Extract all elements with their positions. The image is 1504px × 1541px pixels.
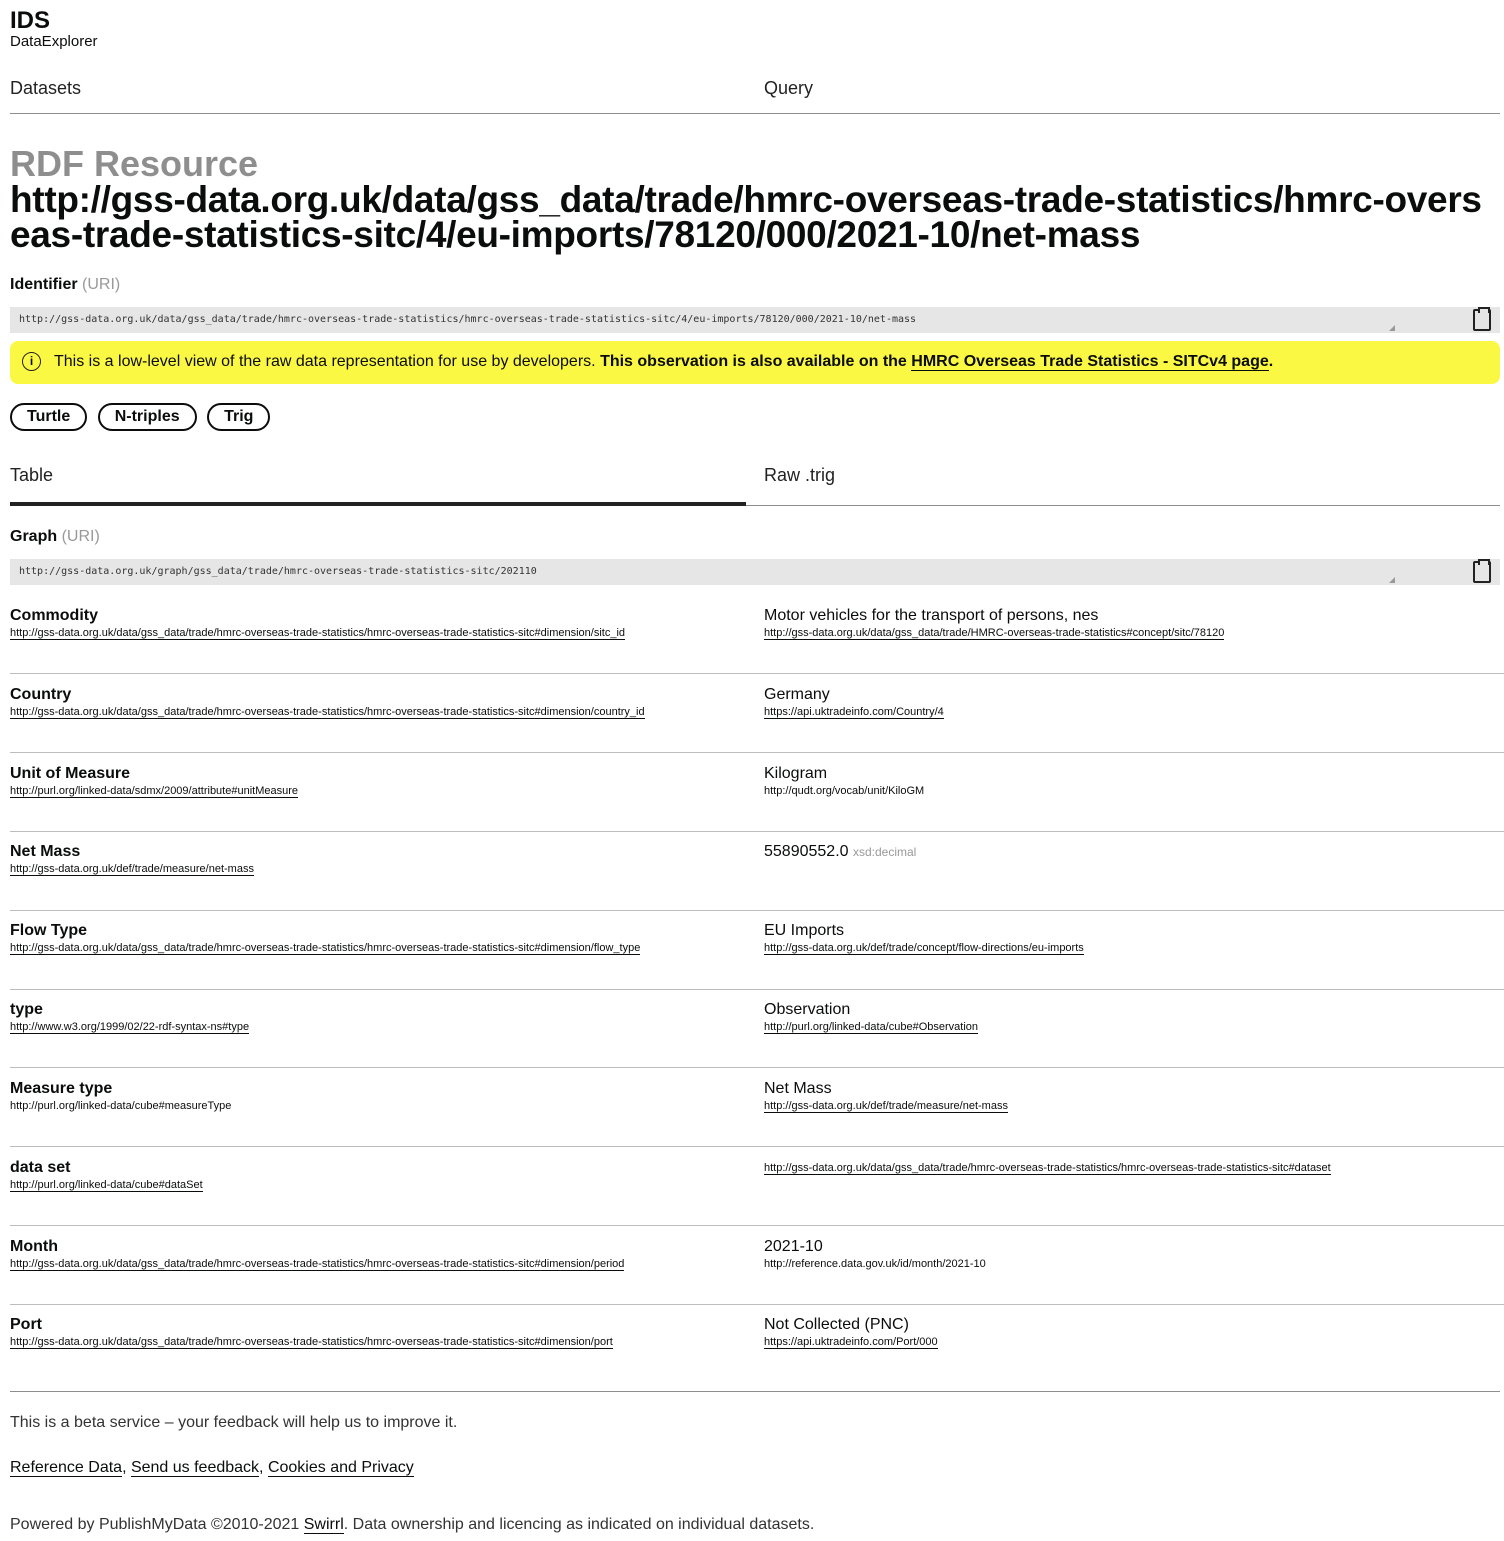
value-label: Net Mass — [764, 1080, 832, 1097]
value-uri-link[interactable]: http://gss-data.org.uk/def/trade/measure/net-mass — [764, 1100, 1008, 1112]
table-row — [10, 843, 1504, 911]
format-buttons — [10, 403, 276, 431]
graph-label — [10, 528, 100, 546]
table-row — [10, 686, 1504, 753]
developer-notice — [10, 341, 1500, 384]
property-name: Country — [10, 686, 72, 703]
property-name: Measure type — [10, 1080, 113, 1097]
value-uri-link[interactable]: http://purl.org/linked-data/cube#Observation — [764, 1021, 979, 1033]
beta-notice: This is a beta service – your feedback will help us to improve it. — [10, 1414, 458, 1431]
value-label: Motor vehicles for the transport of persons, nes — [764, 607, 1099, 624]
powered-prefix: Powered by PublishMyData ©2010-2021 — [10, 1516, 300, 1533]
brand[interactable] — [10, 8, 98, 50]
table-row — [10, 922, 1504, 990]
notice-text — [54, 353, 1273, 371]
footer-link-reference-data[interactable]: Reference Data — [10, 1459, 123, 1476]
property-name: data set — [10, 1159, 71, 1176]
resize-handle-icon[interactable] — [1389, 577, 1395, 583]
property-uri-link[interactable]: http://gss-data.org.uk/data/gss_data/trade/hmrc-overseas-trade-statistics/hmrc-overseas-trade-statistics-sitc#dimension/sitc_id — [10, 627, 626, 639]
sitc-page-link[interactable]: HMRC Overseas Trade Statistics - SITCv4 page — [911, 353, 1269, 370]
graph-value[interactable]: http://gss-data.org.uk/graph/gss_data/trade/hmrc-overseas-trade-statistics-sitc/202110 — [19, 566, 537, 577]
clipboard-icon[interactable] — [1473, 561, 1491, 583]
resource-uri: http://gss-data.org.uk/data/gss_data/trade/hmrc-overseas-trade-statistics/hmrc-overseas-trade-statistics-sitc/4/eu-imports/78120/000/2021-10/net-mass — [10, 179, 1482, 255]
powered-by — [10, 1516, 814, 1534]
tab-table[interactable]: Table — [10, 465, 54, 485]
value-uri-link[interactable]: https://api.uktradeinfo.com/Country/4 — [764, 706, 944, 718]
graph-field[interactable] — [10, 559, 1500, 585]
top-nav — [10, 77, 1500, 114]
nav-datasets[interactable]: Datasets — [10, 78, 82, 98]
ntriples-button[interactable]: N-triples — [98, 403, 197, 431]
value-label: EU Imports — [764, 922, 845, 939]
powered-suffix: . Data ownership and licencing as indicated on individual datasets. — [343, 1516, 815, 1533]
swirrl-link[interactable]: Swirrl — [303, 1516, 344, 1533]
property-uri-link[interactable]: http://purl.org/linked-data/cube#dataSet — [10, 1179, 203, 1191]
value-label: Kilogram — [764, 765, 828, 782]
property-uri-link[interactable]: http://gss-data.org.uk/def/trade/measure/net-mass — [10, 863, 254, 875]
footer-divider — [10, 1391, 1500, 1392]
table-row — [10, 1001, 1504, 1068]
footer-link-cookies[interactable]: Cookies and Privacy — [267, 1459, 414, 1476]
value-uri-link[interactable]: http://gss-data.org.uk/data/gss_data/trade/hmrc-overseas-trade-statistics/hmrc-overseas-trade-statistics-sitc#dataset — [764, 1162, 1331, 1174]
clipboard-icon[interactable] — [1473, 309, 1491, 331]
graph-label-text: Graph — [10, 528, 58, 545]
property-uri-link[interactable]: http://www.w3.org/1999/02/22-rdf-syntax-ns#type — [10, 1021, 250, 1033]
table-row — [10, 1159, 1504, 1226]
value-uri: http://qudt.org/vocab/unit/KiloGM — [764, 785, 925, 797]
notice-plain: This is a low-level view of the raw data representation for use by developers. — [54, 353, 596, 370]
brand-title: IDS — [10, 7, 51, 34]
value-uri-link[interactable]: http://gss-data.org.uk/data/gss_data/trade/HMRC-overseas-trade-statistics#concept/sitc/78120 — [764, 627, 1225, 639]
property-uri: http://purl.org/linked-data/cube#measureType — [10, 1100, 232, 1112]
identifier-hint: (URI) — [82, 276, 121, 293]
identifier-label-text: Identifier — [10, 276, 78, 293]
property-name: Month — [10, 1238, 58, 1255]
property-uri-link[interactable]: http://purl.org/linked-data/sdmx/2009/attribute#unitMeasure — [10, 785, 298, 797]
resource-kind: RDF Resource — [10, 143, 259, 184]
brand-subtitle: DataExplorer — [10, 33, 98, 50]
table-row — [10, 1316, 1504, 1376]
info-icon: i — [22, 352, 41, 371]
property-name: type — [10, 1001, 43, 1018]
turtle-button[interactable]: Turtle — [10, 403, 87, 431]
graph-hint: (URI) — [61, 528, 100, 545]
identifier-label — [10, 276, 120, 294]
footer-link-feedback[interactable]: Send us feedback — [130, 1459, 260, 1476]
table-row — [10, 1080, 1504, 1147]
property-uri-link[interactable]: http://gss-data.org.uk/data/gss_data/trade/hmrc-overseas-trade-statistics/hmrc-overseas-trade-statistics-sitc#dimension/country_id — [10, 706, 645, 718]
table-row — [10, 607, 1504, 674]
identifier-value[interactable]: http://gss-data.org.uk/data/gss_data/trade/hmrc-overseas-trade-statistics/hmrc-overseas-trade-statistics-sitc/4/eu-imports/78120/000/2021-10/net-mass — [19, 314, 917, 325]
property-uri-link[interactable]: http://gss-data.org.uk/data/gss_data/trade/hmrc-overseas-trade-statistics/hmrc-overseas-trade-statistics-sitc#dimension/port — [10, 1336, 613, 1348]
property-name: Flow Type — [10, 922, 88, 939]
trig-button[interactable]: Trig — [207, 403, 270, 431]
notice-strong: This observation is also available on the — [600, 353, 907, 370]
value-uri: http://reference.data.gov.uk/id/month/2021-10 — [764, 1258, 986, 1270]
datatype-label: xsd:decimal — [852, 845, 917, 859]
notice-suffix: . — [1268, 353, 1274, 370]
property-name: Net Mass — [10, 843, 81, 860]
footer-links: Reference Data, Send us feedback, Cookies and Privacy — [10, 1459, 414, 1476]
value-label: 2021-10 — [764, 1238, 823, 1255]
resize-handle-icon[interactable] — [1389, 325, 1395, 331]
property-name: Unit of Measure — [10, 765, 131, 782]
value-uri-link[interactable]: https://api.uktradeinfo.com/Port/000 — [764, 1336, 938, 1348]
value-uri-link[interactable]: http://gss-data.org.uk/def/trade/concept/flow-directions/eu-imports — [764, 942, 1084, 954]
property-name: Port — [10, 1316, 42, 1333]
value-label — [764, 843, 916, 861]
property-name: Commodity — [10, 607, 98, 624]
value-label: Germany — [764, 686, 830, 703]
identifier-field[interactable] — [10, 307, 1500, 333]
active-tab-indicator — [10, 502, 746, 506]
page-title — [10, 143, 1500, 255]
table-row — [10, 765, 1504, 832]
property-uri-link[interactable]: http://gss-data.org.uk/data/gss_data/trade/hmrc-overseas-trade-statistics/hmrc-overseas-trade-statistics-sitc#dimension/flow_type — [10, 942, 641, 954]
property-uri-link[interactable]: http://gss-data.org.uk/data/gss_data/trade/hmrc-overseas-trade-statistics/hmrc-overseas-trade-statistics-sitc#dimension/period — [10, 1258, 625, 1270]
nav-query[interactable]: Query — [764, 78, 814, 98]
literal-value: 55890552.0 — [764, 843, 849, 860]
table-row — [10, 1238, 1504, 1305]
view-tabs — [10, 465, 1500, 506]
value-label: Observation — [764, 1001, 851, 1018]
value-label: Not Collected (PNC) — [764, 1316, 909, 1333]
tab-raw-trig[interactable]: Raw .trig — [764, 465, 836, 485]
